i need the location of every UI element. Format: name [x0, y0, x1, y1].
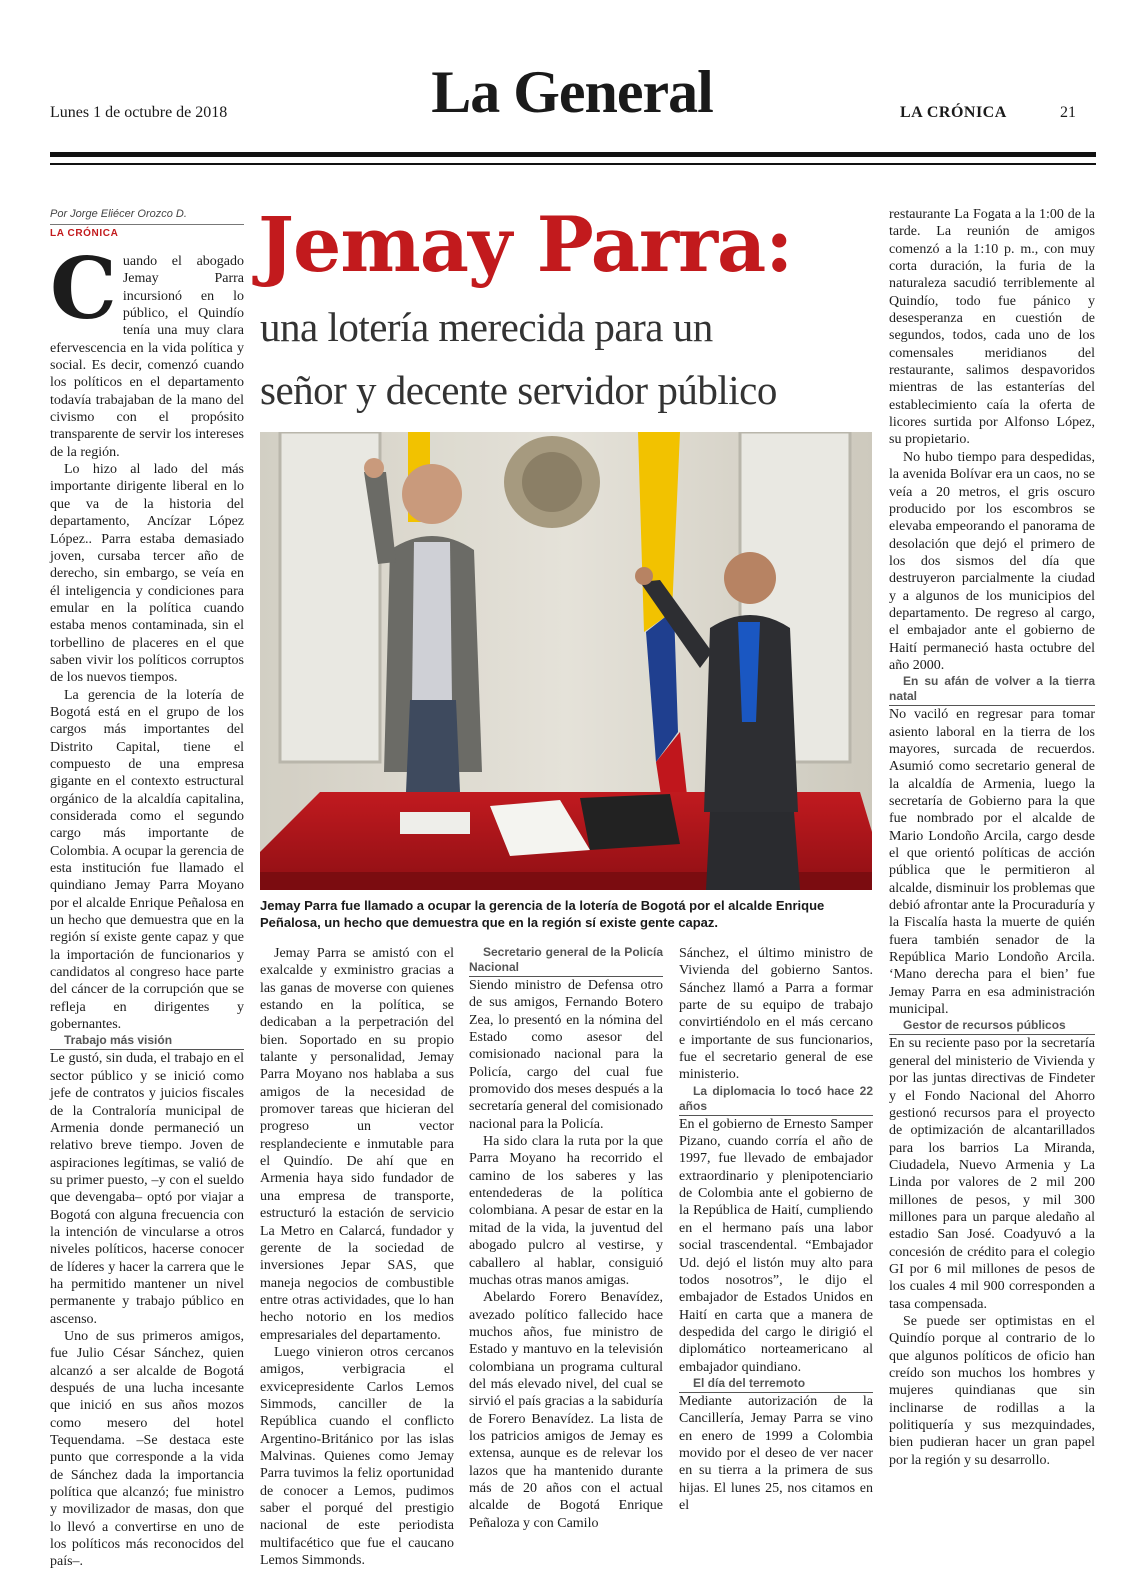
paragraph: Lo hizo al lado del más importante dirigente liberal en lo que va de la historia del departamento, Ancízar López López.. Parra estaba demasiado joven, cursaba tercer año de derecho, sin embargo, se veía en él inteligencia y condiciones para emular en la política cuando estaba menos contaminada, sin el torbellino de placeres en el que saben vivir los políticos corruptos de los nuevos tiempos. [50, 462, 244, 686]
subhead: Gestor de recursos públicos [889, 1018, 1095, 1035]
drop-cap: C [50, 239, 117, 338]
subhead: Trabajo más visión [50, 1033, 244, 1050]
paragraph: No hubo tiempo para despedidas, la avenida Bolívar era un caos, no se veía a 20 metros, el gris oscuro producido por los escombros se elevaba empeorando el panorama de desolación que dejó el primero de los dos sismos del día que destruyeron parcialmente la ciudad y a algunos de los municipios del departamento. De regreso al cargo, el embajador ante el gobierno de Haití permaneció hasta octubre del año 2000. [889, 449, 1095, 673]
page-number: 21 [1060, 104, 1076, 121]
paragraph: Siendo ministro de Defensa otro de sus amigos, Fernando Botero Zea, lo presentó en la nómina del Estado como asesor del comisionado nacional para la Policía, cargo del cual fue promovido dos meses después a la secretaría general del comisionado nacional para la Policía. [469, 978, 663, 1132]
photo-illustration [260, 432, 872, 890]
paragraph: Se puede ser optimistas en el Quindío porque al contrario de lo que algunos políticos de oficio han creído son muchos los hombres y mujeres quindianas que sin inclinarse de rodillas a la politiquería y sus mezquindades, bien pudieran hacer un gran papel por la región y su desarrollo. [889, 1313, 1095, 1468]
paragraph: Ha sido clara la ruta por la que Parra Moyano ha recorrido el camino de los saberes y las entendederas de la política colombiana. A pesar de estar en la mitad de la vida, la juventud del abogado pulcro al vestirse, y caballero al hablar, consiguió muchas otras manos amigas. [469, 1134, 663, 1288]
lead-paragraph-text: uando el abogado Jemay Parra incursionó en lo público, el Quindío tenía una muy clara efervescencia en la vida política y social. Es decir, comenzó cuando los políticos en el departamento todavía trabajaban de la mano del civismo con el propósito transparente de servir los intereses de la región. [50, 254, 244, 460]
article-column-3 [469, 945, 663, 1532]
subhead: Secretario general de la Policía Nacional [469, 945, 663, 977]
paragraph: Sánchez, el último ministro de Vivienda del gobierno Santos. Sánchez llamó a Parra a formar parte de su equipo de trabajo convirtiéndolo en el más cercano e importante de sus funcionarios, fue el secretario general de ese ministerio. [679, 946, 873, 1083]
paragraph: Le gustó, sin duda, el trabajo en el sector público y se inició como jefe de contratos y juicios fiscales de la Contraloría municipal de Armenia donde permaneció un relativo breve tiempo. Joven de aspiraciones legítimas, se valió de su primer puesto, –y con el sueldo que devengaba– optó por viajar a Bogotá con alguna frecuencia con la intención de vincularse a otros niveles políticos, hacerse conocer de líderes y hacer la carrera que le ha permitido mantener un nivel permanente y trabajo público en ascenso. [50, 1051, 244, 1327]
paragraph: En su reciente paso por la secretaría general del ministerio de Vivienda y por las juntas directivas de Findeter y el Fondo Nacional del Ahorro gestionó recursos para el proyecto de optimización de alcantarillados para los barrios La Miranda, Ciudadela, Nuevo Armenia y La Linda por valores de 2 mil 200 millones de pesos, y mil 300 millones para un parque aledaño al estadio San José. Coadyuvó a la concesión de crédito para el colegio GI por 6 mil millones de pesos de los cuales 4 mil 900 corresponden a tasa compensada. [889, 1036, 1095, 1312]
paragraph: Uno de sus primeros amigos, fue Julio César Sánchez, quien alcanzó a ser alcalde de Bogotá después de una lucha incesante que inició en sus años mozos como mesero del hotel Tequendama. –Se destaca este punto que corresponde a la vida de Sánchez dada la importancia política que alcanzó; fue ministro y movilizador de masas, don que lo llevó a convertirse en uno de los políticos más reconocidos del país–. [50, 1328, 244, 1570]
paragraph: No vaciló en regresar para tomar asiento laboral en la tierra de los mayores, surcada de recuerdos. Asumió como secretario general de la alcaldía de Armenia, luego la secretaría de Gobierno para la que fue nombrado por el alcalde de Mario Londoño Arcila, cargo desde el que orientó políticas de acción pública que le permitieron al alcalde, disminuir los problemas que debió afrontar ante la Procuraduría y la Fiscalía hasta la muerte de quién fuera también senador de la República Mario Londoño Arcila. ‘Mano derecha para el bien’ fue Jemay Parra en esa administración municipal. [889, 707, 1095, 1018]
masthead-rule-thick [50, 152, 1096, 157]
byline-source: LA CRÓNICA [50, 228, 119, 239]
subhead: La diplomacia lo tocó hace 22 años [679, 1084, 873, 1116]
article-column-1 [50, 239, 244, 1571]
subhead: En su afán de volver a la tierra natal [889, 674, 1095, 706]
photo-caption: Jemay Parra fue llamado a ocupar la gerencia de la lotería de Bogotá por el alcalde Enrique Peñalosa, un hecho que demuestra que en la región sí existe gente capaz. [260, 898, 825, 930]
article-column-5 [889, 206, 1095, 1469]
paragraph: Luego vinieron otros cercanos amigos, verbigracia el exvicepresidente Carlos Lemos Simmods, canciller de la República cuando el conflicto Argentino-Británico por las islas Malvinas. Quienes como Jemay Parra tuvimos la feliz oportunidad de conocer a Lemos, pudimos saber el porqué del prestigio nacional de este periodista multifacético que fue el caucano Lemos Simmonds. [260, 1344, 454, 1569]
masthead-rule-thin [50, 163, 1096, 165]
deck-line-2: señor y decente servidor público [260, 367, 777, 413]
section-title: La General [431, 59, 713, 125]
subhead: El día del terremoto [679, 1376, 873, 1393]
paragraph: Mediante autorización de la Cancillería, Jemay Parra se vino en enero de 1999 a Colombia movido por el deseo de ver nacer en su tierra a la primera de sus hijas. El lunes 25, nos citamos en el [679, 1393, 873, 1513]
newspaper-name: LA CRÓNICA [900, 104, 1007, 121]
article-column-2 [260, 945, 454, 1569]
paragraph: restaurante La Fogata a la 1:00 de la tarde. La reunión de amigos comenzó a la 1:10 p. m., con muy corta duración, la furia de la naturaleza sacudió terriblemente al Quindío, todo fue pánico y desesperanza en cuestión de segundos, todos, cada uno de los comensales meridianos del restaurante, salimos despavoridos mientras de las estanterías del establecimiento caía la oferta de licores surtida por Alfonso López, su propietario. [889, 207, 1095, 448]
issue-date: Lunes 1 de octubre de 2018 [50, 104, 228, 121]
paragraph: Jemay Parra se amistó con el exalcalde y exministro gracias a las ganas de moverse con quienes estando en la política, se dedicaban a la perpetración del bien. Soportado en su propio talante y personalidad, Jemay Parra Moyano nos hablaba a sus amigos de la necesidad de promover tareas que hicieran del progreso un vector resplandeciente e inmutable para el Quindío. De ahí que en Armenia haya sido fundador de una empresa de transporte, estructuró la estación de servicio La Metro en Calarcá, fundador y gerente de la sociedad de inversiones Jepar SAS, que maneja negocios de combustible entre otras actividades, que lo han hecho notorio en los medios empresariales del departamento. [260, 946, 454, 1343]
deck-line-1: una lotería merecida para un [260, 304, 713, 350]
paragraph: En el gobierno de Ernesto Samper Pizano, cuando corría el año de 1997, fue llevado de embajador extraordinario y plenipotenciario de Colombia ante el gobierno de la República de Haití, cumpliendo en el hermano país una labor social trascendental. “Embajador Ud. dejó el listón muy alto para todos nosotros”, le dijo el embajador de Estados Unidos en Haití en carta que a manera de despedida del cargo le dirigió el diplomático norteamericano al embajador quindiano. [679, 1116, 873, 1375]
article-photo [260, 432, 872, 890]
article-column-4 [679, 945, 873, 1514]
paragraph: Abelardo Forero Benavídez, avezado político fallecido hace muchos años, fue ministro de Estado y mantuvo en la televisión colombiana un programa cultural del más elevado nivel, del cual se sirvió el país gracias a la sabiduría de Forero Benavídez. La lista de los patricios amigos de Jemay es extensa, aunque es de relevar los lazos que ha mantenido durante más de 20 años con el actual alcalde de Bogotá Enrique Peñaloza y con Camilo [469, 1290, 663, 1531]
byline-author: Por Jorge Eliécer Orozco D. [50, 208, 187, 220]
paragraph: La gerencia de la lotería de Bogotá está en el grupo de los cargos más importantes del Distrito Capital, tiene el compuesto de una empresa gigante en el contexto estructural orgánico de la alcaldía capitalina, considerada como el segundo cargo más importante de Colombia. A ocupar la gerencia de esta institución fue llamado el quindiano Jemay Parra Moyano por el alcalde Enrique Peñalosa en un hecho que demuestra que en la región sí existe gente capaz y que la importación de funcionarios y candidatos al congreso hace parte del cáncer de la corrupción que se refleja en dirigentes y gobernantes. [50, 687, 244, 1033]
byline-rule [50, 224, 244, 225]
headline: Jemay Parra: [258, 200, 793, 289]
lead-paragraph [50, 239, 244, 461]
